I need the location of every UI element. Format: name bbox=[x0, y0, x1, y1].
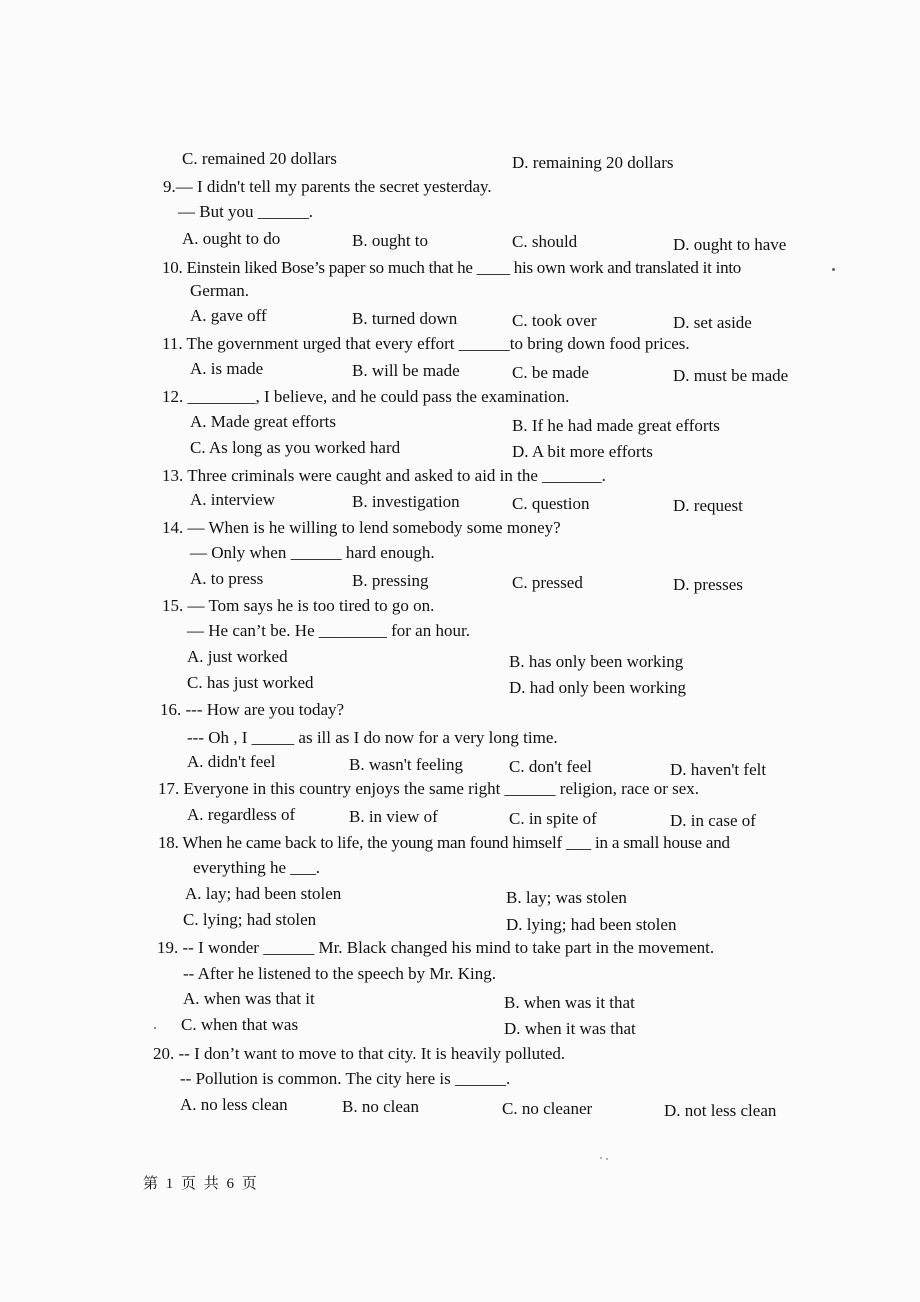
q10-stem: 10. Einstein liked Bose’s paper so much that he ____ his own work and translated it into bbox=[162, 258, 742, 277]
q11-stem: 11. The government urged that every effort ______to bring down food prices. bbox=[162, 334, 690, 353]
q10-option-d: D. set aside bbox=[673, 313, 752, 332]
q20-option-c: C. no cleaner bbox=[502, 1099, 593, 1118]
q19-option-c: C. when that was bbox=[181, 1015, 299, 1034]
q15-option-d: D. had only been working bbox=[509, 678, 687, 697]
q18-option-a: A. lay; had been stolen bbox=[185, 884, 342, 903]
q18-stem-line2: everything he ___. bbox=[193, 858, 320, 877]
q9-option-c: C. should bbox=[512, 232, 578, 251]
scan-speck bbox=[832, 268, 835, 271]
q10-stem-line2: German. bbox=[190, 281, 250, 300]
q17-option-d: D. in case of bbox=[670, 811, 756, 830]
q19-stem-line2: -- After he listened to the speech by Mr. King. bbox=[183, 964, 497, 983]
q10-option-a: A. gave off bbox=[190, 306, 267, 325]
q16-option-b: B. wasn't feeling bbox=[349, 755, 464, 774]
q14-option-a: A. to press bbox=[190, 569, 264, 588]
q14-option-d: D. presses bbox=[673, 575, 743, 594]
q12-option-b: B. If he had made great efforts bbox=[512, 416, 720, 435]
q20-option-a: A. no less clean bbox=[180, 1095, 288, 1114]
q15-stem: 15. — Tom says he is too tired to go on. bbox=[162, 596, 435, 615]
q11-option-b: B. will be made bbox=[352, 361, 460, 380]
q18-option-c: C. lying; had stolen bbox=[183, 910, 317, 929]
q13-option-c: C. question bbox=[512, 494, 590, 513]
scan-speck bbox=[606, 1158, 608, 1160]
q15-option-c: C. has just worked bbox=[187, 673, 314, 692]
q17-option-b: B. in view of bbox=[349, 807, 438, 826]
q17-stem: 17. Everyone in this country enjoys the same right ______ religion, race or sex. bbox=[158, 779, 700, 798]
q20-option-d: D. not less clean bbox=[664, 1101, 777, 1120]
q10-option-b: B. turned down bbox=[352, 309, 458, 328]
q9-option-d: D. ought to have bbox=[673, 235, 787, 254]
q15-option-b: B. has only been working bbox=[509, 652, 684, 671]
q19-option-d: D. when it was that bbox=[504, 1019, 636, 1038]
q13-option-a: A. interview bbox=[190, 490, 275, 509]
q9-stem: 9.— I didn't tell my parents the secret yesterday. bbox=[163, 177, 492, 196]
q12-stem: 12. ________, I believe, and he could pass the examination. bbox=[162, 387, 570, 406]
scan-speck bbox=[154, 1027, 156, 1029]
q20-stem: 20. -- I don’t want to move to that city. It is heavily polluted. bbox=[153, 1044, 566, 1063]
q8-option-d: D. remaining 20 dollars bbox=[512, 153, 674, 172]
q16-stem: 16. --- How are you today? bbox=[160, 700, 345, 719]
q19-stem: 19. -- I wonder ______ Mr. Black changed his mind to take part in the movement. bbox=[157, 938, 715, 957]
q16-option-a: A. didn't feel bbox=[187, 752, 276, 771]
q11-option-d: D. must be made bbox=[673, 366, 789, 385]
page-footer: 第 1 页 共 6 页 bbox=[143, 1176, 259, 1192]
q19-option-a: A. when was that it bbox=[183, 989, 315, 1008]
q14-stem-line2: — Only when ______ hard enough. bbox=[190, 543, 435, 562]
q17-option-c: C. in spite of bbox=[509, 809, 597, 828]
q13-stem: 13. Three criminals were caught and asked to aid in the _______. bbox=[162, 466, 606, 485]
q20-option-b: B. no clean bbox=[342, 1097, 419, 1116]
q14-option-b: B. pressing bbox=[352, 571, 429, 590]
scan-speck bbox=[600, 1157, 602, 1159]
q12-option-d: D. A bit more efforts bbox=[512, 442, 653, 461]
q19-option-b: B. when was it that bbox=[504, 993, 635, 1012]
q9-option-a: A. ought to do bbox=[182, 229, 281, 248]
q11-option-c: C. be made bbox=[512, 363, 589, 382]
q18-stem: 18. When he came back to life, the young man found himself ___ in a small house and bbox=[158, 833, 730, 852]
q13-option-d: D. request bbox=[673, 496, 743, 515]
q18-option-d: D. lying; had been stolen bbox=[506, 915, 677, 934]
q15-stem-line2: — He can’t be. He ________ for an hour. bbox=[187, 621, 470, 640]
q9-option-b: B. ought to bbox=[352, 231, 429, 250]
q13-option-b: B. investigation bbox=[352, 492, 460, 511]
q14-option-c: C. pressed bbox=[512, 573, 583, 592]
q11-option-a: A. is made bbox=[190, 359, 264, 378]
q8-option-c: C. remained 20 dollars bbox=[182, 149, 337, 168]
q20-stem-line2: -- Pollution is common. The city here is ______. bbox=[180, 1069, 511, 1088]
q16-option-c: C. don't feel bbox=[509, 757, 592, 776]
q14-stem: 14. — When is he willing to lend somebody some money? bbox=[162, 518, 561, 537]
q12-option-a: A. Made great efforts bbox=[190, 412, 337, 431]
q9-stem-line2: — But you ______. bbox=[178, 202, 314, 221]
q17-option-a: A. regardless of bbox=[187, 805, 296, 824]
q16-option-d: D. haven't felt bbox=[670, 760, 767, 779]
q16-stem-line2: --- Oh , I _____ as ill as I do now for a very long time. bbox=[187, 728, 558, 747]
q15-option-a: A. just worked bbox=[187, 647, 288, 666]
q10-option-c: C. took over bbox=[512, 311, 597, 330]
q18-option-b: B. lay; was stolen bbox=[506, 888, 627, 907]
q12-option-c: C. As long as you worked hard bbox=[190, 438, 401, 457]
